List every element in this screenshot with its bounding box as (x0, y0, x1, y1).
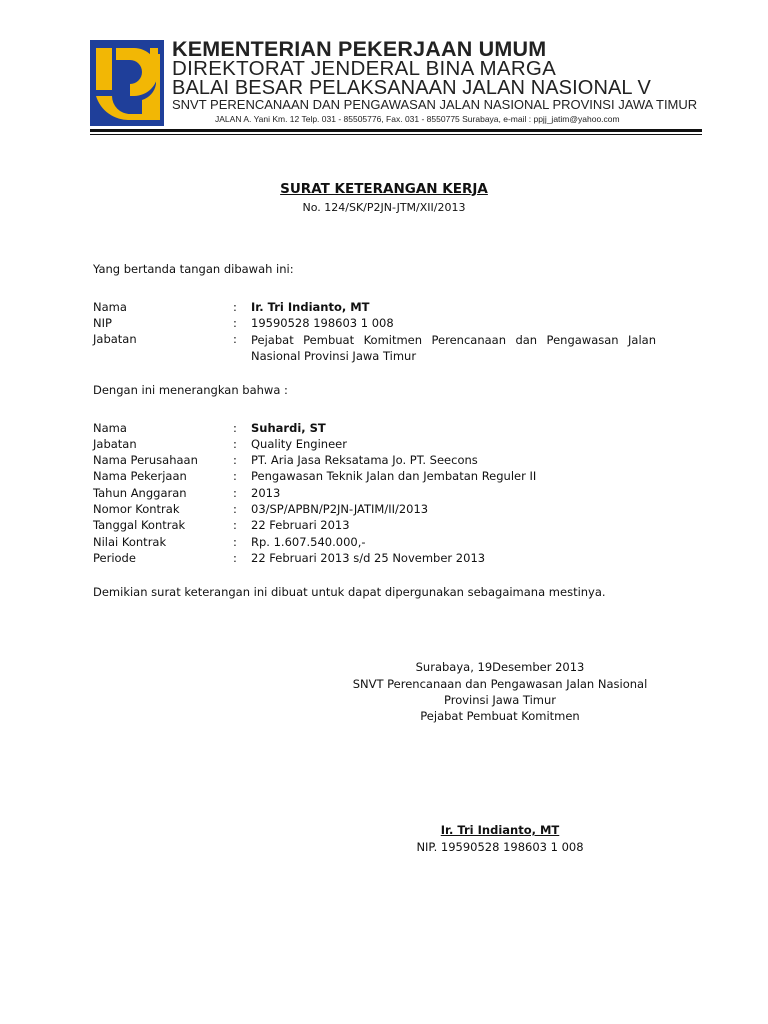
field-label: Nomor Kontrak (93, 502, 180, 516)
field-colon: : (233, 502, 237, 516)
field-colon: : (233, 316, 237, 330)
document-number: No. 124/SK/P2JN-JTM/XII/2013 (302, 201, 466, 214)
field-label: Nama (93, 421, 127, 435)
field-colon: : (233, 486, 237, 500)
field-colon: : (233, 437, 237, 451)
subject-row-contract-date (93, 518, 658, 534)
field-colon: : (233, 518, 237, 532)
field-value: 22 Februari 2013 (251, 518, 350, 532)
ministry-name: KEMENTERIAN PEKERJAAN UMUM (172, 37, 547, 61)
subject-row-contract-number (93, 502, 658, 518)
directorate-name: DIREKTORAT JENDERAL BINA MARGA (172, 57, 557, 80)
field-colon: : (233, 453, 237, 467)
statement-text: Dengan ini menerangkan bahwa : (93, 383, 288, 397)
field-colon: : (233, 469, 237, 483)
signatory-row-position (93, 332, 658, 363)
field-label: Nama (93, 300, 127, 314)
signature-office-line2: Provinsi Jawa Timur (443, 693, 556, 707)
signatory-row-nip (93, 316, 658, 332)
field-value: 19590528 198603 1 008 (251, 316, 394, 330)
signatory-row-name (93, 300, 658, 316)
field-value: Rp. 1.607.540.000,- (251, 535, 366, 549)
field-colon: : (233, 300, 237, 314)
field-label: Nama Pekerjaan (93, 469, 187, 483)
field-colon: : (233, 421, 237, 435)
field-label: Tanggal Kontrak (93, 518, 186, 532)
office-name: BALAI BESAR PELAKSANAAN JALAN NASIONAL V (172, 77, 651, 99)
field-value: Pejabat Pembuat Komitmen Perencanaan dan Pengawasan Jalan Nasional Provinsi Jawa Timur (251, 333, 656, 363)
letterhead (90, 38, 705, 128)
field-colon: : (233, 551, 237, 565)
intro-text: Yang bertanda tangan dibawah ini: (93, 262, 294, 276)
subject-row-name (93, 421, 658, 437)
header-divider (90, 129, 702, 132)
signer-name: Ir. Tri Indianto, MT (440, 823, 560, 837)
field-label: Jabatan (93, 437, 137, 451)
subject-row-period (93, 551, 658, 567)
subject-row-project (93, 469, 658, 485)
field-value: 2013 (251, 486, 281, 500)
field-value: PT. Aria Jasa Reksatama Jo. PT. Seecons (251, 453, 478, 467)
field-label: Tahun Anggaran (93, 486, 187, 500)
field-label: NIP (93, 316, 112, 330)
signature-position: Pejabat Pembuat Komitmen (420, 709, 580, 723)
closing-text: Demikian surat keterangan ini dibuat untuk dapat dipergunakan sebagaimana mestinya. (93, 585, 606, 599)
subject-row-company (93, 453, 658, 469)
field-value: 22 Februari 2013 s/d 25 November 2013 (251, 551, 486, 565)
subject-row-fiscal-year (93, 486, 658, 502)
field-label: Nama Perusahaan (93, 453, 198, 467)
subject-row-contract-value (93, 535, 658, 551)
field-value: Pengawasan Teknik Jalan dan Jembatan Reguler II (251, 469, 537, 483)
field-value: Suhardi, ST (251, 421, 326, 435)
document-title: SURAT KETERANGAN KERJA (280, 181, 488, 197)
field-colon: : (233, 535, 237, 549)
subject-row-position (93, 437, 658, 453)
pu-logo-icon (90, 40, 164, 126)
signer-nip: NIP. 19590528 198603 1 008 (416, 840, 584, 854)
signature-place-date: Surabaya, 19Desember 2013 (415, 660, 585, 674)
field-value: Quality Engineer (251, 437, 347, 451)
field-label: Periode (93, 551, 136, 565)
field-value: Ir. Tri Indianto, MT (251, 300, 370, 314)
header-divider-thin (90, 134, 702, 135)
unit-name: SNVT PERENCANAAN DAN PENGAWASAN JALAN NASIONAL PROVINSI JAWA TIMUR (172, 97, 698, 112)
field-label: Nilai Kontrak (93, 535, 167, 549)
office-address: JALAN A. Yani Km. 12 Telp. 031 - 85505776, Fax. 031 - 8550775 Surabaya, e-mail : ppjj_jatim@yahoo.com (215, 114, 620, 124)
signature-office-line1: SNVT Perencanaan dan Pengawasan Jalan Nasional (352, 677, 648, 691)
field-colon: : (233, 332, 237, 346)
field-label: Jabatan (93, 332, 137, 346)
field-value: 03/SP/APBN/P2JN-JATIM/II/2013 (251, 502, 429, 516)
